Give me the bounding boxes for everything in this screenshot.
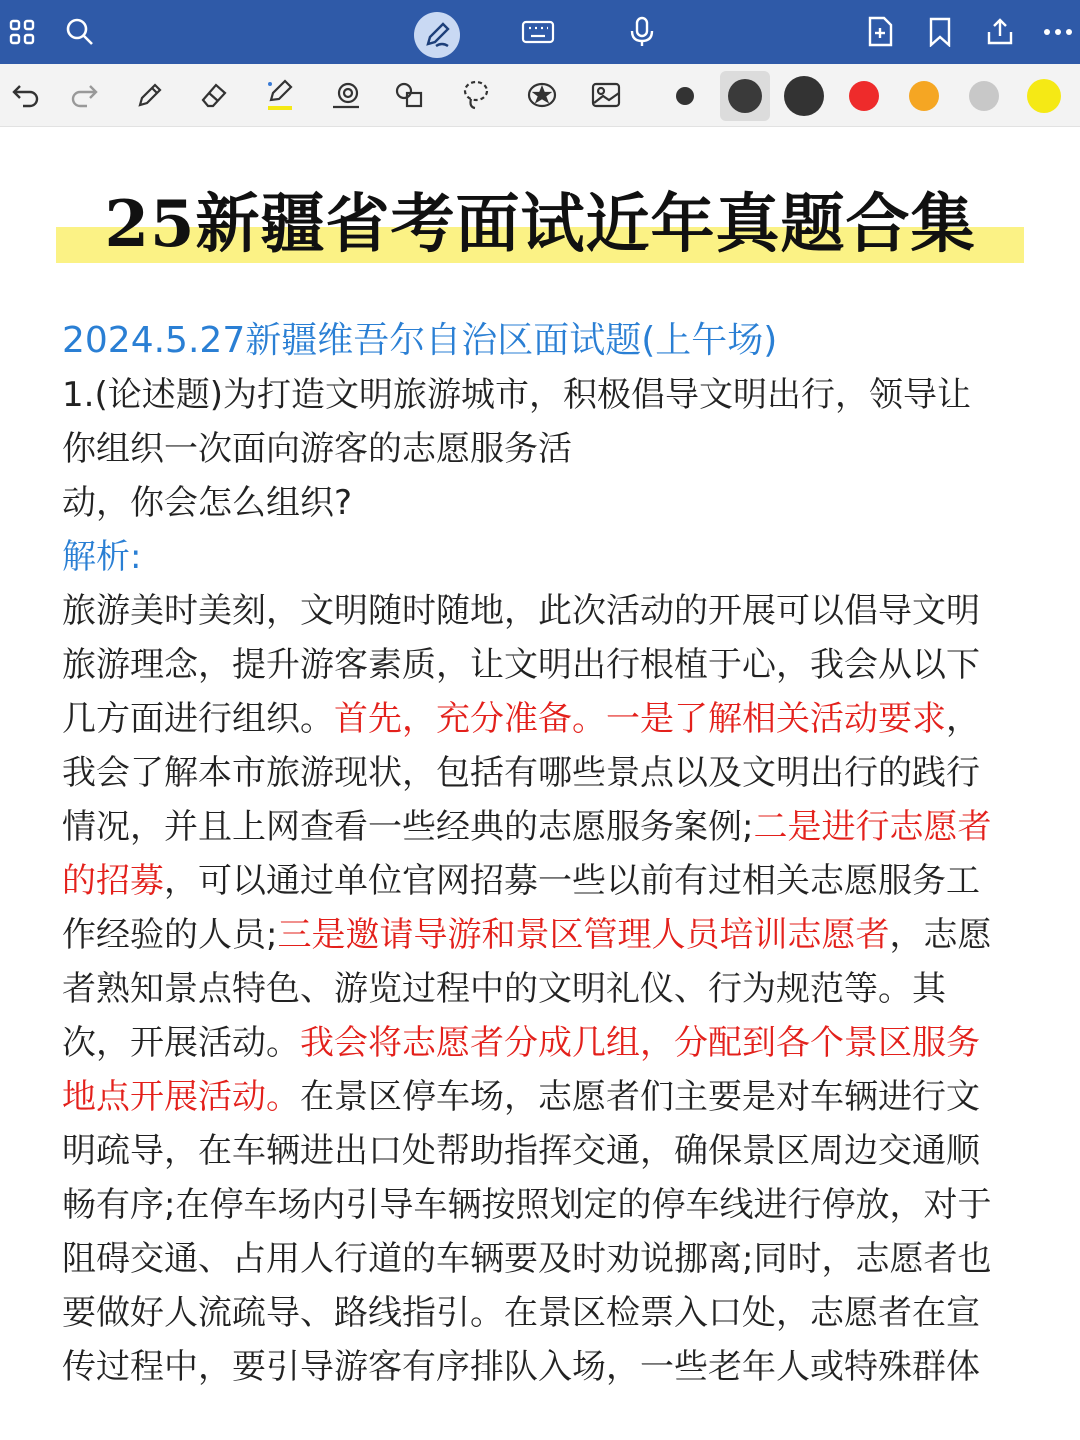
search-icon[interactable]	[62, 14, 98, 50]
lasso-icon[interactable]	[458, 77, 494, 113]
body-line-3	[62, 692, 1032, 746]
body-line-8: 者熟知景点特色、游览过程中的文明礼仪、行为规范等。其	[62, 969, 946, 1009]
analysis-label: 解析:	[62, 537, 142, 577]
emphasis-text: 首先，充分准备。一是了解相关活动要求	[334, 699, 946, 739]
body-line-5	[62, 800, 1032, 854]
bookmark-icon[interactable]	[922, 14, 958, 50]
color-swatch-orange[interactable]	[909, 81, 939, 111]
shape-icon[interactable]	[328, 77, 364, 113]
document-body	[62, 314, 1032, 1394]
body-text: 作经验的人员;	[62, 915, 278, 955]
body-text: 情况，并且上网查看一些经典的志愿服务案例;	[62, 807, 754, 847]
color-swatch-dark-gray[interactable]	[728, 79, 762, 113]
emphasis-text: 二是进行志愿者	[753, 807, 992, 847]
emphasis-text: 三是邀请导游和景区管理人员培训志愿者	[277, 915, 890, 955]
emphasis-text: 我会将志愿者分成几组，分配到各个景区服务	[300, 1023, 980, 1063]
emphasis-text: 地点开展活动。	[62, 1077, 300, 1117]
color-swatch-small-dot[interactable]	[676, 87, 694, 105]
emphasis-text: 的招募	[62, 861, 164, 901]
eraser-icon[interactable]	[196, 77, 232, 113]
redo-icon[interactable]	[66, 77, 102, 113]
body-text: 在景区停车场，志愿者们主要是对车辆进行文	[300, 1077, 980, 1117]
body-line-15: 传过程中，要引导游客有序排队入场，一些老年人或特殊群体	[62, 1347, 980, 1387]
pen-icon[interactable]	[132, 77, 168, 113]
question-line-1: 1.(论述题)为打造文明旅游城市，积极倡导文明出行，领导让	[62, 375, 971, 415]
question-line-2: 你组织一次面向游客的志愿服务活	[62, 429, 572, 469]
body-text: ，可以通过单位官网招募一些以前有过相关志愿服务工	[164, 861, 980, 901]
page-title: 25新疆省考面试近年真题合集	[104, 187, 976, 262]
color-swatch-yellow[interactable]	[1027, 79, 1061, 113]
title-block	[56, 175, 1024, 275]
grid-icon[interactable]	[4, 14, 40, 50]
body-line-9	[62, 1016, 1032, 1070]
body-line-2: 旅游理念，提升游客素质，让文明出行根植于心，我会从以下	[62, 645, 980, 685]
add-page-icon[interactable]	[862, 14, 898, 50]
body-text: ，志愿	[889, 915, 992, 955]
body-line-12: 畅有序;在停车场内引导车辆按照划定的停车线进行停放，对于	[62, 1185, 992, 1225]
shapes-icon[interactable]	[392, 77, 428, 113]
keyboard-icon[interactable]	[520, 14, 556, 50]
body-text: 次，开展活动。	[62, 1023, 300, 1063]
more-icon[interactable]	[1040, 14, 1076, 50]
body-text: ，	[946, 699, 980, 739]
body-line-13: 阻碍交通、占用人行道的车辆要及时劝说挪离;同时，志愿者也	[62, 1239, 992, 1279]
highlighter-icon[interactable]	[262, 77, 298, 113]
color-swatch-red[interactable]	[849, 81, 879, 111]
body-line-14: 要做好人流疏导、路线指引。在景区检票入口处，志愿者在宣	[62, 1293, 980, 1333]
sticker-icon[interactable]	[524, 77, 560, 113]
body-line-11: 明疏导，在车辆进出口处帮助指挥交通，确保景区周边交通顺	[62, 1131, 980, 1171]
body-line-10	[62, 1070, 1032, 1124]
question-line-3: 动，你会怎么组织?	[62, 483, 353, 523]
app-bar	[0, 0, 1080, 64]
color-swatch-gray[interactable]	[969, 81, 999, 111]
undo-icon[interactable]	[8, 77, 44, 113]
body-line-7	[62, 908, 1032, 962]
body-line-1: 旅游美时美刻，文明随时随地，此次活动的开展可以倡导文明	[62, 591, 980, 631]
share-icon[interactable]	[982, 14, 1018, 50]
image-icon[interactable]	[588, 77, 624, 113]
color-swatch-black[interactable]	[784, 76, 824, 116]
pen-mode-icon[interactable]	[414, 12, 460, 58]
body-text: 几方面进行组织。	[62, 699, 334, 739]
body-line-6	[62, 854, 1032, 908]
microphone-icon[interactable]	[624, 14, 660, 50]
section-subtitle: 2024.5.27新疆维吾尔自治区面试题(上午场)	[62, 320, 778, 361]
body-line-4: 我会了解本市旅游现状，包括有哪些景点以及文明出行的践行	[62, 753, 980, 793]
